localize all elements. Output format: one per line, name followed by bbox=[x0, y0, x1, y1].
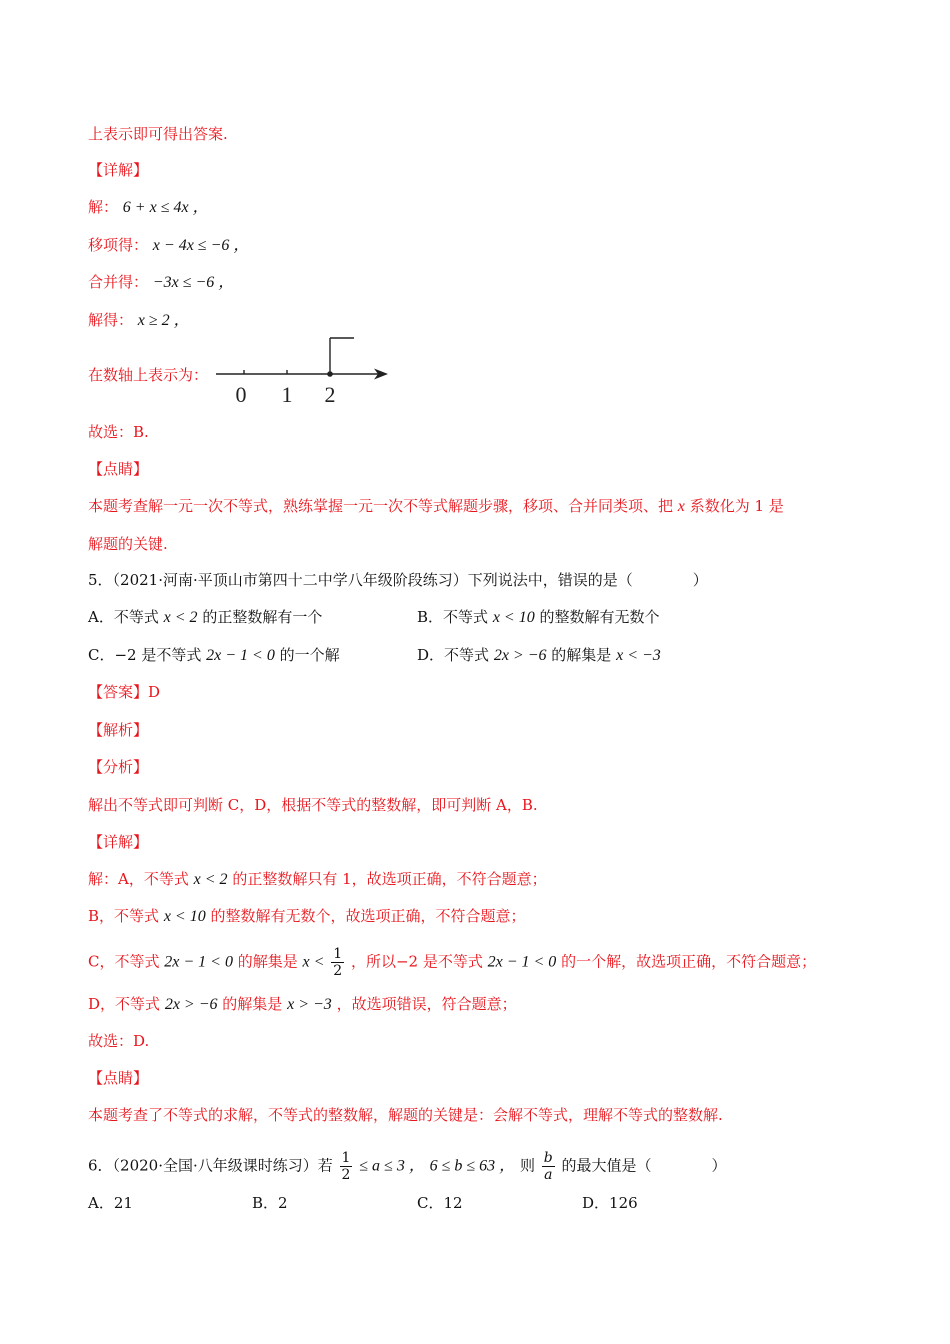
choice-result: 故选：B. bbox=[88, 423, 149, 441]
q5-option-d[interactable] bbox=[417, 645, 661, 666]
section-heading-detail: 【详解】 bbox=[88, 833, 149, 851]
stem-text: 则 bbox=[519, 1156, 535, 1175]
step-prefix: 合并得： bbox=[88, 273, 149, 291]
tick-label-2: 2 bbox=[324, 382, 336, 407]
analysis-text: 解出不等式即可判断 C，D，根据不等式的整数解，即可判断 A，B. bbox=[88, 796, 538, 814]
option-formula: 2x − 1 < 0 bbox=[206, 647, 275, 664]
q6-option-c[interactable]: C．12 bbox=[417, 1194, 463, 1212]
step-formula: 6 + x ≤ 4x ， bbox=[122, 199, 209, 216]
option-formula: x < −3 bbox=[616, 647, 661, 664]
q5-option-c[interactable] bbox=[88, 645, 340, 666]
section-heading-breakdown: 【分析】 bbox=[88, 758, 149, 776]
detail-formula: x < 10 bbox=[163, 908, 206, 925]
step-formula: x ≥ 2 ， bbox=[137, 312, 190, 329]
solution-text: 上表示即可得出答案. bbox=[88, 125, 228, 143]
option-tail: 的解集是 bbox=[551, 646, 612, 664]
section-heading-analysis: 【解析】 bbox=[88, 721, 149, 739]
option-label: C．−2 是不等式 bbox=[88, 646, 202, 664]
option-formula: 2x > −6 bbox=[493, 647, 547, 664]
detail-text: B，不等式 bbox=[88, 907, 160, 925]
fraction-denominator: a bbox=[544, 1167, 553, 1183]
comment-text bbox=[88, 496, 784, 517]
q6-option-a[interactable]: A．21 bbox=[88, 1194, 133, 1212]
answer-label: 【答案】 bbox=[88, 683, 149, 701]
detail-formula: 2x − 1 < 0 bbox=[164, 953, 233, 971]
option-label: A．不等式 bbox=[88, 608, 159, 626]
question-6-stem bbox=[88, 1150, 727, 1183]
tick-label-1: 1 bbox=[281, 382, 293, 407]
fraction-denominator: 2 bbox=[341, 1167, 351, 1183]
comment-text: 本题考查了不等式的求解，不等式的整数解，解题的关键是：会解不等式，理解不等式的整数解. bbox=[88, 1106, 723, 1124]
fraction-denominator: 2 bbox=[333, 963, 343, 979]
detail-formula: 2x > −6 bbox=[164, 996, 218, 1013]
option-tail: 的正整数解有一个 bbox=[202, 608, 323, 626]
option-formula: x < 10 bbox=[492, 609, 535, 626]
fraction-one-half bbox=[340, 1150, 353, 1183]
solid-point-2 bbox=[327, 371, 333, 377]
section-heading-detail: 【详解】 bbox=[88, 161, 149, 179]
option-tail: 的整数解有无数个 bbox=[539, 608, 660, 626]
q5-detail-c bbox=[88, 946, 816, 979]
detail-text: 的解集是 bbox=[237, 952, 298, 971]
detail-text: 的整数解有无数个，故选项正确，不符合题意； bbox=[210, 907, 526, 925]
q5-detail-d bbox=[88, 994, 517, 1015]
detail-formula: 2x − 1 < 0 bbox=[487, 953, 557, 971]
detail-formula: x < bbox=[302, 953, 325, 971]
solution-step-4 bbox=[88, 310, 190, 331]
comment-variable: x bbox=[677, 498, 685, 515]
detail-text: 的一个解，故选项正确，不符合题意； bbox=[561, 952, 817, 971]
comment-part: 本题考查解一元一次不等式，熟练掌握一元一次不等式解题步骤，移项、合并同类项、把 bbox=[88, 497, 674, 515]
section-heading-comment: 【点睛】 bbox=[88, 460, 149, 478]
q6-option-d[interactable]: D．126 bbox=[582, 1194, 638, 1212]
step-prefix: 解得： bbox=[88, 311, 134, 329]
stem-text: 的最大值是（ ） bbox=[561, 1156, 727, 1175]
section-heading-comment: 【点睛】 bbox=[88, 1069, 149, 1087]
stem-text: 6．（2020·全国·八年级课时练习）若 bbox=[88, 1156, 333, 1175]
detail-text: 解：A，不等式 bbox=[88, 870, 189, 888]
solution-step-3 bbox=[88, 272, 234, 293]
option-label: B．不等式 bbox=[417, 608, 489, 626]
option-label: D．不等式 bbox=[417, 646, 490, 664]
number-line-caption: 在数轴上表示为： bbox=[88, 366, 209, 384]
step-prefix: 解： bbox=[88, 198, 119, 216]
option-tail: 的一个解 bbox=[279, 646, 340, 664]
detail-text: D，不等式 bbox=[88, 995, 161, 1013]
solution-step-2 bbox=[88, 235, 249, 256]
question-5-stem: 5．（2021·河南·平顶山市第四十二中学八年级阶段练习）下列说法中，错误的是（ ） bbox=[88, 571, 708, 589]
q6-option-b[interactable]: B．2 bbox=[252, 1194, 288, 1212]
answer-value: D bbox=[148, 683, 161, 701]
detail-formula: x < 2 bbox=[193, 871, 228, 888]
fraction-one-half bbox=[331, 946, 344, 979]
q5-option-a[interactable] bbox=[88, 607, 322, 628]
q5-detail-b bbox=[88, 906, 526, 927]
fraction-b-over-a bbox=[542, 1150, 555, 1183]
step-formula: x − 4x ≤ −6 ， bbox=[152, 237, 250, 254]
detail-text: 的解集是 bbox=[222, 995, 283, 1013]
choice-result: 故选：D. bbox=[88, 1032, 150, 1050]
detail-text: ，所以−2 是不等式 bbox=[350, 952, 483, 971]
fraction-numerator: 1 bbox=[341, 1150, 351, 1166]
stem-formula: 6 ≤ b ≤ 63 ， bbox=[429, 1157, 516, 1175]
comment-part: 系数化为 1 是 bbox=[689, 497, 784, 515]
step-formula: −3x ≤ −6 ， bbox=[152, 274, 235, 291]
q5-answer bbox=[88, 682, 160, 702]
solution-step-1 bbox=[88, 197, 209, 218]
fraction-numerator: b bbox=[543, 1150, 553, 1166]
detail-text: ，故选项错误，符合题意； bbox=[336, 995, 517, 1013]
stem-formula: ≤ a ≤ 3 ， bbox=[359, 1157, 425, 1175]
fraction-numerator: 1 bbox=[333, 946, 343, 962]
q5-option-b[interactable] bbox=[417, 607, 660, 628]
option-formula: x < 2 bbox=[163, 609, 198, 626]
comment-text-cont: 解题的关键. bbox=[88, 535, 168, 553]
detail-text: C，不等式 bbox=[88, 952, 160, 971]
q5-detail-a bbox=[88, 869, 547, 890]
tick-label-0: 0 bbox=[235, 382, 247, 407]
step-prefix: 移项得： bbox=[88, 236, 149, 254]
number-line-diagram bbox=[214, 334, 394, 408]
detail-text: 的正整数解只有 1，故选项正确，不符合题意； bbox=[232, 870, 547, 888]
detail-formula: x > −3 bbox=[287, 996, 332, 1013]
